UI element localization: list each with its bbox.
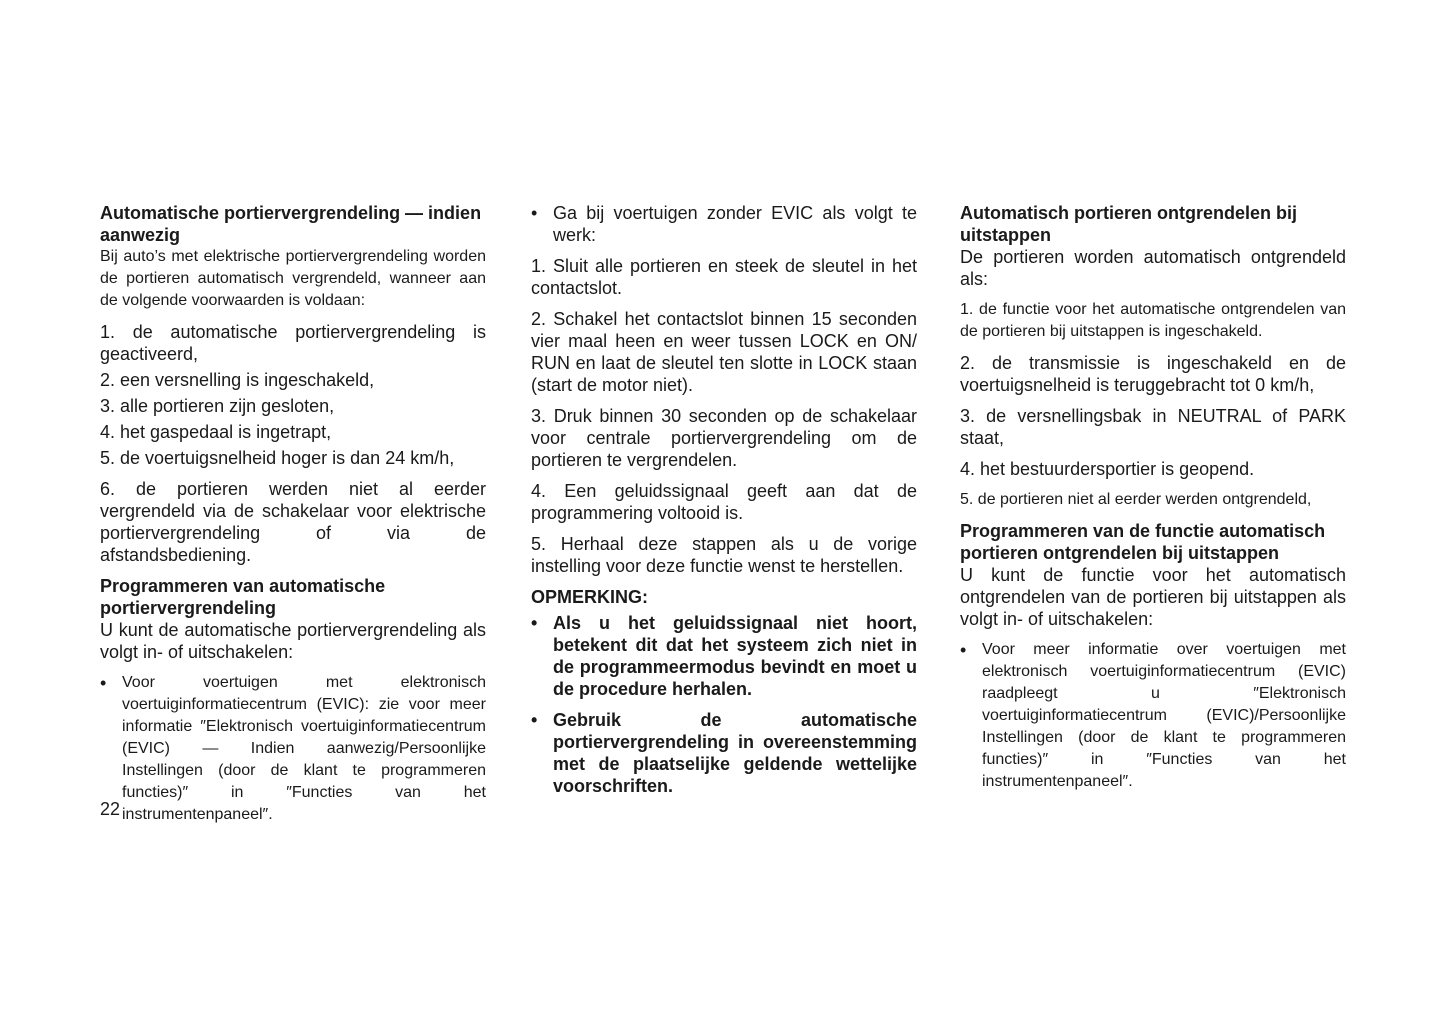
evic-bullet: Voor voertuigen met elektronisch voertuiginformatiecentrum (EVIC): zie voor meer informatie ″Elektronisch voertuiginformatiecentrum (EVIC) — Indien aanwezig/Persoonlijke Instellingen (door de klant te programmeren functies)″ in ″Functies van het instrumentenpaneel″. (122, 674, 486, 823)
column-left (100, 202, 486, 835)
step-3: 3. Druk binnen 30 seconden op de schakelaar voor centrale portiervergrendeling om de portieren te vergrendelen. (531, 406, 917, 470)
column-middle (531, 202, 917, 806)
unlock-condition-3: 3. de versnellingsbak in NEUTRAL of PARK staat, (960, 406, 1346, 448)
list-item (531, 709, 917, 797)
heading-auto-lock: Automatische portiervergrendeling — indien aanwezig (100, 203, 482, 245)
condition-3: 3. alle portieren zijn gesloten, (100, 396, 335, 416)
unlock-condition-5: 5. de portieren niet al eerder werden ontgrendeld, (960, 491, 1312, 508)
condition-1: 1. de automatische portiervergrendeling is geactiveerd, (100, 322, 486, 364)
note-heading: OPMERKING: (531, 587, 648, 607)
bullet-icon: • (531, 203, 538, 223)
list-item (960, 639, 1346, 793)
auto-lock-intro: Bij auto’s met elektrische portiervergrendeling worden de portieren automatisch vergrendeld, wanneer aan de volgende voorwaarden is voldaan: (100, 248, 486, 309)
unlock-evic-bullet: Voor meer informatie over voertuigen met elektronisch voertuiginformatiecentrum (EVIC) raadpleegt u ″Elektronisch voertuiginformatiecentrum (EVIC)/Persoonlijke Instellingen (door de klant te programmeren functies)″ in ″Functies van het instrumentenpaneel″. (982, 641, 1346, 790)
unlock-program-intro: U kunt de functie voor het automatisch ontgrendelen van de portieren bij uitstappen als volgt in- of uitschakelen: (960, 565, 1346, 629)
unlock-condition-1: 1. de functie voor het automatische ontgrendelen van de portieren bij uitstappen is ingeschakeld. (960, 301, 1346, 340)
note-2: Gebruik de automatische portiervergrendeling in overeenstemming met de plaatselijke geldende wettelijke voorschriften. (553, 710, 917, 796)
program-intro: U kunt de automatische portiervergrendeling als volgt in- of uitschakelen: (100, 620, 486, 662)
step-2: 2. Schakel het contactslot binnen 15 seconden vier maal heen en weer tussen LOCK en ON/ RUN en laat de sleutel ten slotte in LOCK staan (start de motor niet). (531, 309, 917, 395)
unlock-condition-4: 4. het bestuurdersportier is geopend. (960, 459, 1255, 479)
unlock-condition-2: 2. de transmissie is ingeschakeld en de voertuigsnelheid is teruggebracht tot 0 km/h, (960, 353, 1346, 395)
no-evic-bullet: Ga bij voertuigen zonder EVIC als volgt te werk: (553, 203, 917, 245)
condition-5: 5. de voertuigsnelheid hoger is dan 24 km/h, (100, 448, 455, 468)
heading-program-auto-unlock: Programmeren van de functie automatisch portieren ontgrendelen bij uitstappen (960, 521, 1326, 563)
heading-program-auto-lock: Programmeren van automatische portiervergrendeling (100, 576, 386, 618)
condition-6: 6. de portieren werden niet al eerder vergrendeld via de schakelaar voor elektrische portiervergrendeling of via de afstandsbediening. (100, 479, 486, 565)
note-1: Als u het geluidssignaal niet hoort, betekent dit dat het systeem zich niet in de programmeermodus bevindt en moet u de procedure herhalen. (553, 613, 917, 699)
bullet-icon: • (531, 710, 538, 730)
bullet-icon: • (960, 640, 967, 660)
list-item (531, 612, 917, 700)
step-4: 4. Een geluidssignaal geeft aan dat de programmering voltooid is. (531, 481, 917, 523)
step-5: 5. Herhaal deze stappen als u de vorige instelling voor deze functie wenst te herstellen. (531, 534, 917, 576)
step-1: 1. Sluit alle portieren en steek de sleutel in het contactslot. (531, 256, 917, 298)
condition-2: 2. een versnelling is ingeschakeld, (100, 370, 375, 390)
column-right (960, 202, 1346, 802)
auto-unlock-intro: De portieren worden automatisch ontgrendeld als: (960, 247, 1346, 289)
bullet-icon: • (531, 613, 538, 633)
list-item (531, 202, 917, 246)
bullet-icon: • (100, 673, 107, 693)
condition-4: 4. het gaspedaal is ingetrapt, (100, 422, 332, 442)
list-item (100, 672, 486, 826)
heading-auto-unlock: Automatisch portieren ontgrendelen bij uitstappen (960, 203, 1298, 245)
page-number: 22 (100, 799, 121, 819)
